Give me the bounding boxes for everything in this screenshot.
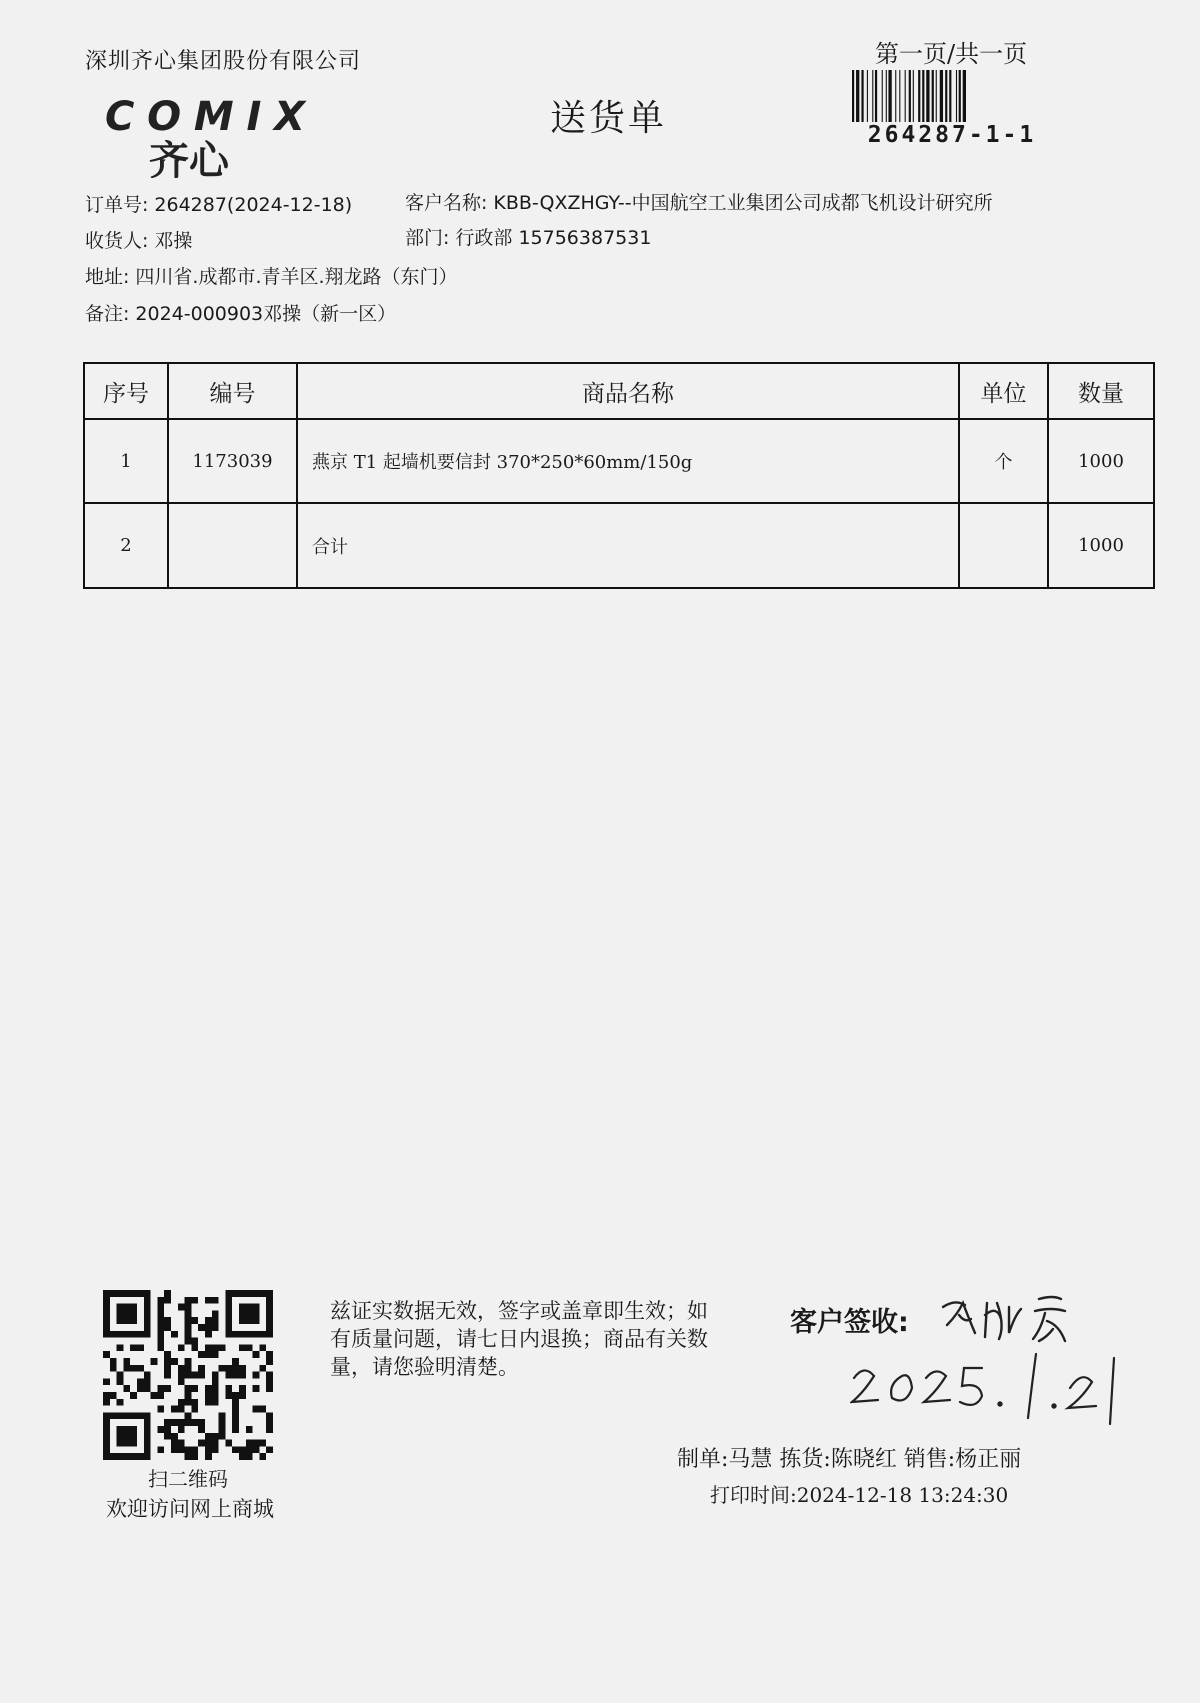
items-table [83, 362, 1155, 589]
logo-chinese: 齐心 [149, 138, 229, 178]
cell-seq: 2 [84, 503, 168, 588]
customer-name: 客户名称: KBB-QXZHGY--中国航空工业集团公司成都飞机设计研究所 [405, 192, 993, 214]
company-name: 深圳齐心集团股份有限公司 [85, 49, 362, 74]
cell-name: 燕京 T1 起墙机要信封 370*250*60mm/150g [297, 419, 959, 503]
cell-qty: 1000 [1048, 503, 1154, 588]
col-seq-header: 序号 [84, 363, 168, 419]
cell-code: 1173039 [168, 419, 297, 503]
table-row [84, 503, 1154, 588]
cell-name: 合计 [297, 503, 959, 588]
cell-seq: 1 [84, 419, 168, 503]
cell-qty: 1000 [1048, 419, 1154, 503]
qr-subcaption: 欢迎访问网上商城 [106, 1497, 274, 1521]
table-row [84, 419, 1154, 503]
cell-unit: 个 [959, 419, 1048, 503]
receiver: 收货人: 邓操 [85, 230, 193, 252]
staff-info: 制单:马慧 拣货:陈晓红 销售:杨正丽 [677, 1447, 1022, 1472]
handwritten-signature [935, 1285, 1105, 1345]
order-number: 订单号: 264287(2024-12-18) [85, 194, 353, 216]
logo-latin: COMIX [105, 98, 305, 140]
print-time: 打印时间:2024-12-18 13:24:30 [710, 1483, 1009, 1507]
department: 部门: 行政部 15756387531 [405, 227, 652, 249]
cell-code [168, 503, 297, 588]
barcode [852, 70, 1052, 122]
cell-unit [959, 503, 1048, 588]
notice-text: 兹证实数据无效，签字或盖章即生效；如有质量问题，请七日内退换；商品有关数量，请您验明清楚。 [330, 1299, 708, 1379]
address: 地址: 四川省.成都市.青羊区.翔龙路（东门） [85, 266, 458, 288]
handwritten-date [850, 1350, 1140, 1430]
table-header-row [84, 363, 1154, 419]
col-qty-header: 数量 [1048, 363, 1154, 419]
col-name-header: 商品名称 [297, 363, 959, 419]
document-title: 送货单 [550, 98, 668, 139]
remark: 备注: 2024-000903邓操（新一区） [85, 303, 397, 325]
col-code-header: 编号 [168, 363, 297, 419]
comix-logo [105, 98, 330, 178]
page-number: 第一页/共一页 [875, 40, 1028, 68]
signature-label: 客户签收: [790, 1307, 909, 1338]
qr-code-icon [103, 1290, 273, 1460]
qr-caption: 扫二维码 [148, 1467, 228, 1491]
barcode-number: 264287-1-1 [867, 122, 1037, 148]
col-unit-header: 单位 [959, 363, 1048, 419]
